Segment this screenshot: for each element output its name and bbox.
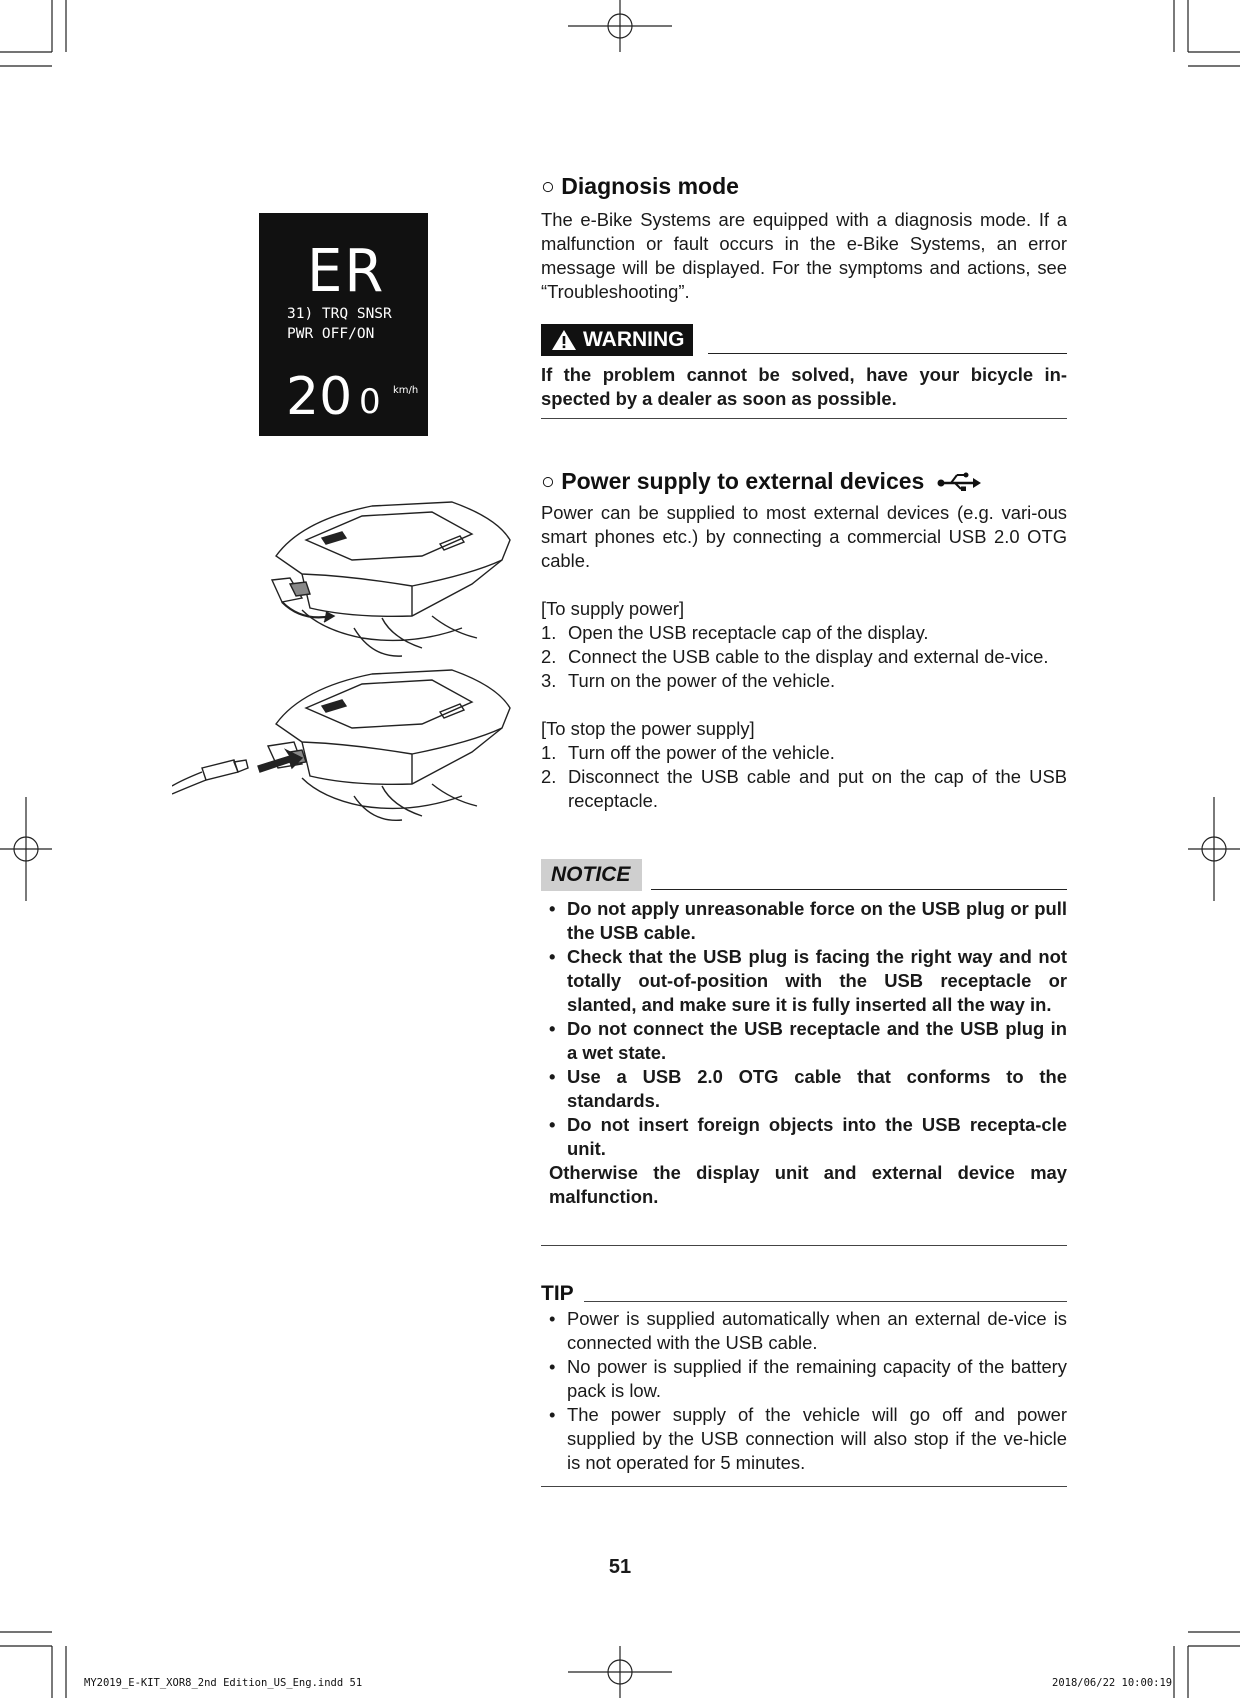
slug-filename: MY2019_E-KIT_XOR8_2nd Edition_US_Eng.indd 51: [84, 1677, 363, 1689]
slug-timestamp: 2018/06/22 10:00:19: [1052, 1677, 1173, 1689]
display-error-screen: [259, 213, 428, 436]
tip-item: • No power is supplied if the remaining capacity of the battery pack is low.: [549, 1356, 1067, 1401]
circle-marker: ○: [541, 468, 555, 494]
notice-footer: Otherwise the display unit and external device may malfunction.: [549, 1162, 1067, 1207]
supply-step: 1. Open the USB receptacle cap of the display.: [541, 622, 929, 643]
warning-block: [541, 324, 1067, 356]
notice-rule: [651, 889, 1067, 890]
diagnosis-body: The e-Bike Systems are equipped with a diagnosis mode. If a malfunction or fault occurs in the e-Bike Systems, an error message will be displayed. For the symptoms and actions, see “Troubleshooting”.: [541, 209, 1067, 302]
notice-list: [541, 897, 1067, 1209]
speed-decimal: 0: [359, 382, 381, 422]
power-supply-heading: [541, 467, 1067, 495]
tip-block: [541, 1280, 1067, 1308]
supply-step: 2. Connect the USB cable to the display and external de-vice.: [541, 646, 1049, 667]
diagnosis-section: [541, 172, 1067, 304]
supply-step: 3. Turn on the power of the vehicle.: [541, 670, 836, 691]
warning-text: If the problem cannot be solved, have your bicycle in-spected by a dealer as soon as possible.: [541, 364, 1067, 409]
tip-item: • Power is supplied automatically when an external de-vice is connected with the USB cable.: [549, 1308, 1067, 1353]
diagnosis-title: Diagnosis mode: [561, 173, 739, 199]
supply-title: [To supply power]: [541, 598, 685, 619]
stop-step: 1. Turn off the power of the vehicle.: [541, 742, 835, 763]
speed-unit: km/h: [393, 385, 419, 396]
usb-icon: [937, 471, 981, 491]
circle-marker: ○: [541, 173, 555, 199]
tip-rule: [584, 1301, 1067, 1302]
notice-item: • Use a USB 2.0 OTG cable that conforms to the standards.: [549, 1066, 1067, 1111]
notice-bottom-rule: [541, 1245, 1067, 1246]
notice-item: • Do not connect the USB receptacle and the USB plug in a wet state.: [549, 1018, 1067, 1063]
tip-list: [541, 1307, 1067, 1475]
display-usb-cable-illustration: [172, 668, 517, 823]
warning-triangle-icon: [551, 329, 577, 351]
display-cap-open-illustration: [262, 498, 517, 658]
warning-badge: [541, 324, 693, 356]
supply-steps: [541, 621, 1067, 693]
stop-step: 2. Disconnect the USB cable and put on the cap of the USB receptacle.: [541, 766, 1067, 811]
tip-bottom-rule: [541, 1486, 1067, 1487]
stop-steps: [541, 741, 1067, 813]
speed-value: 20: [286, 367, 353, 427]
diagnosis-heading: [541, 172, 1067, 200]
power-supply-title: Power supply to external devices: [561, 468, 925, 494]
notice-item: • Check that the USB plug is facing the right way and not totally out-of-position with the USB receptacle or slanted, and make sure it is fully inserted all the way in.: [549, 946, 1067, 1015]
warning-bottom-rule: [541, 418, 1067, 419]
stop-title: [To stop the power supply]: [541, 718, 755, 739]
notice-badge: NOTICE: [541, 859, 642, 891]
power-supply-section: [541, 467, 1067, 813]
notice-item: • Do not insert foreign objects into the USB recepta-cle unit.: [549, 1114, 1067, 1159]
notice-block: [541, 859, 1067, 891]
tip-label: TIP: [541, 1282, 574, 1305]
error-line-1: 31) TRQ SNSR: [287, 306, 392, 322]
notice-item: • Do not apply unreasonable force on the USB plug or pull the USB cable.: [549, 898, 1067, 943]
tip-item: • The power supply of the vehicle will go off and power supplied by the USB connection will also stop if the ve-hicle is not operated for 5 minutes.: [549, 1404, 1067, 1473]
warning-label: WARNING: [583, 328, 685, 351]
page-number: 51: [608, 1556, 632, 1578]
error-line-2: PWR OFF/ON: [287, 326, 375, 342]
error-code: ER: [307, 237, 386, 306]
power-supply-intro: Power can be supplied to most external devices (e.g. vari-ous smart phones etc.) by connecting a commercial USB 2.0 OTG cable.: [541, 502, 1067, 571]
warning-rule: [708, 353, 1067, 354]
